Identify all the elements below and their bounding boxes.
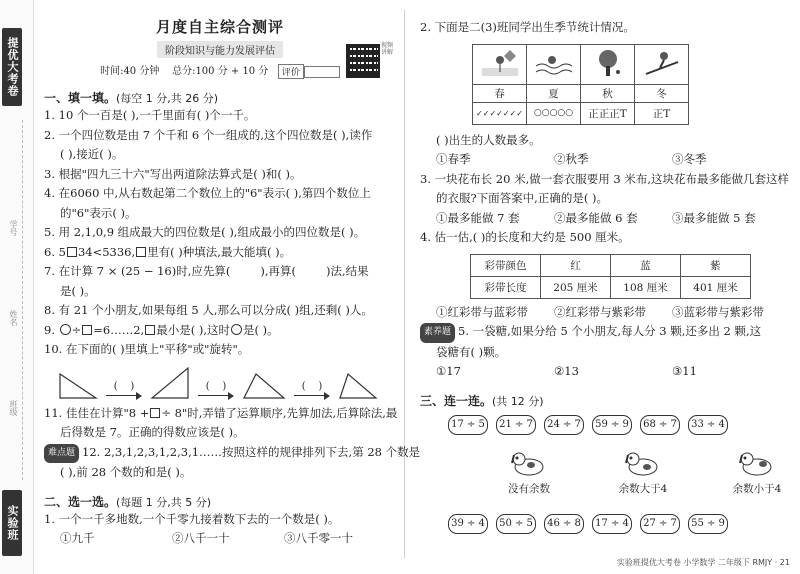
blank-circle-icon	[231, 324, 242, 335]
student-number-field: 学号	[9, 220, 18, 236]
dog-icon	[739, 449, 775, 477]
option-a[interactable]: ①红彩带与蓝彩带	[436, 304, 528, 319]
right-arrow-icon	[294, 392, 330, 400]
question-1-3: 3. 根据"四九三十六"写出两道除法算式是( )和( )。	[44, 166, 302, 181]
option-c[interactable]: ③11	[672, 364, 697, 378]
section-fill-title: 一、填一填。(每空 1 分,共 26 分)	[44, 91, 219, 105]
binding-sidebar	[0, 0, 34, 574]
brand-spine-top: 提优大考卷	[2, 28, 22, 106]
right-column	[420, 10, 790, 570]
question-2-2: 2. 下面是二(3)班同学出生季节统计情况。	[420, 20, 635, 34]
binding-dash-line	[22, 120, 23, 480]
option-b[interactable]: ②红彩带与紫彩带	[554, 304, 646, 319]
question-2-1: 1. 一个一千多地数,一个千零九接着数下去的一个数是( )。	[44, 511, 340, 526]
bone-card[interactable]: 17 ÷ 5	[448, 415, 488, 435]
bone-card[interactable]: 59 ÷ 9	[592, 415, 632, 435]
tally-autumn: 正正正T	[581, 102, 635, 124]
blank-square-icon	[136, 247, 146, 257]
section-choice-title: 二、选一选。(每题 1 分,共 5 分)	[44, 494, 212, 509]
tally-winter: 正T	[635, 102, 689, 124]
triangle-shape-icon	[338, 372, 378, 400]
blank-circle-icon	[60, 324, 71, 335]
bone-card[interactable]: 68 ÷ 7	[640, 415, 680, 435]
exam-meta	[44, 62, 396, 79]
total-score: 总分:100 分 + 10 分	[172, 66, 269, 77]
bone-card[interactable]: 27 ÷ 7	[640, 514, 680, 534]
option-a[interactable]: ①17	[436, 364, 461, 378]
ribbon-header-purple: 紫	[681, 254, 751, 276]
option-b[interactable]: ②秋季	[554, 152, 589, 166]
season-spring: 春	[473, 84, 527, 102]
summer-picture	[527, 44, 581, 84]
bone-card[interactable]: 17 ÷ 4	[592, 514, 632, 534]
question-1-2a: 2. 一个四位数是由 7 个千和 6 个一组成的,这个四位数是( ),读作	[44, 127, 373, 142]
season-summer: 夏	[527, 84, 581, 102]
question-2-3b: 的衣服?下面答案中,正确的是( )。	[436, 191, 608, 205]
ribbon-header-red: 红	[541, 254, 611, 276]
class-field: 班级	[9, 400, 18, 416]
question-1-6: 6. 5 34<5336, 里有( )种填法,最大能填( )。	[44, 244, 292, 259]
blank-square-icon	[150, 408, 160, 418]
bone-card[interactable]: 46 ÷ 8	[544, 514, 584, 534]
blank-square-icon	[145, 325, 155, 335]
page-footer: 实验班提优大考卷 小学数学 二年级下 RMJY · 21	[616, 558, 790, 567]
season-autumn: 秋	[581, 84, 635, 102]
bone-card[interactable]: 21 ÷ 7	[496, 415, 536, 435]
arrow-blank-3: ( )	[290, 381, 334, 400]
ribbon-header-label: 彩带颜色	[471, 254, 541, 276]
ribbon-length-label: 彩带长度	[471, 276, 541, 298]
question-1-4b: 的"6"表示( )。	[60, 205, 137, 220]
question-2-5b: 袋糖有( )颗。	[436, 344, 507, 359]
option-b[interactable]: ②最多能做 6 套	[554, 210, 638, 225]
season-winter: 冬	[635, 84, 689, 102]
dog-icon	[625, 449, 661, 477]
dog-targets	[502, 449, 790, 496]
kite-child-icon	[480, 48, 520, 78]
tally-summer: ○○○○○	[527, 102, 581, 124]
option-b[interactable]: ②八千一十	[172, 531, 230, 545]
triangle-shape-icon	[150, 366, 190, 400]
autumn-picture	[581, 44, 635, 84]
season-tally-table	[472, 44, 689, 125]
question-2-4-options	[420, 303, 790, 323]
ribbon-header-blue: 蓝	[611, 254, 681, 276]
eval-label: 评价	[278, 64, 304, 79]
bone-card[interactable]: 55 ÷ 9	[688, 514, 728, 534]
spring-picture	[473, 44, 527, 84]
dog-label: 余数大于4	[618, 482, 668, 495]
arrow-blank-2: ( )	[194, 381, 238, 400]
tree-icon	[588, 48, 628, 78]
question-1-7a: 7. 在计算 7 × (25 − 16)时,应先算( ),再算( )法,结果	[44, 264, 369, 278]
question-2-3-options	[420, 209, 790, 229]
bone-card[interactable]: 33 ÷ 4	[688, 415, 728, 435]
dog-label: 没有余数	[508, 482, 550, 495]
bone-card[interactable]: 24 ÷ 7	[544, 415, 584, 435]
triangle-shape-icon	[242, 372, 286, 400]
question-2-3a: 3. 一块花布长 20 米,做一套衣服要用 3 米布,这块花布最多能做几套这样	[420, 171, 790, 186]
skiing-icon	[642, 48, 682, 78]
question-2-2-options	[420, 150, 790, 170]
page-title: 月度自主综合测评	[155, 18, 284, 36]
question-2-5a: 素养题 5. 一袋糖,如果分给 5 个小朋友,每人分 3 颗,还多出 2 颗,这	[420, 322, 790, 343]
question-1-7b: 是( )。	[60, 283, 96, 298]
winter-picture	[635, 44, 689, 84]
blank-square-icon	[67, 247, 77, 257]
qr-code-icon[interactable]	[346, 44, 380, 78]
right-arrow-icon	[106, 392, 142, 400]
eval-box[interactable]	[304, 66, 340, 78]
page-subtitle: 阶段知识与能力发展评估	[157, 41, 283, 58]
question-1-2b: ( ),接近( )。	[60, 147, 124, 161]
arrow-blank-1: ( )	[102, 381, 146, 400]
question-1-5: 5. 用 2,1,0,9 组成最大的四位数是( ),组成最小的四位数是( )。	[44, 225, 366, 239]
left-column	[44, 10, 421, 570]
literacy-badge: 素养题	[420, 323, 455, 343]
column-divider	[404, 10, 405, 558]
option-b[interactable]: ②13	[554, 364, 579, 378]
bone-card[interactable]: 39 ÷ 4	[448, 514, 488, 534]
triangle-transform-figure	[58, 364, 396, 400]
question-2-4: 4. 估一估,( )的长度和大约是 500 厘米。	[420, 230, 630, 244]
question-2-5-options	[420, 362, 790, 382]
brand-spine-bottom: 实验班	[2, 490, 22, 556]
dog-target-remainder-lt4[interactable]	[730, 449, 784, 496]
question-1-11a: 11. 佳佳在计算"8 + ÷ 8"时,弄错了运算顺序,先算加法,后算除法,最	[44, 405, 398, 420]
top-bone-row	[448, 415, 790, 435]
option-c[interactable]: ③八千零一十	[284, 531, 353, 545]
tally-spring: ✓✓✓✓✓✓✓	[473, 102, 527, 124]
question-1-9: 9. ÷ =6……2, 最小是( ),这时 是( )。	[44, 322, 279, 337]
question-1-4a: 4. 在6060 中,从右数起第二个数位上的"6"表示( ),第四个数位上	[44, 186, 371, 200]
dog-icon	[511, 449, 547, 477]
question-1-12b: ( ),前 28 个数的和是( )。	[60, 465, 192, 479]
question-1-12a: 难点题 12. 2,3,1,2,3,1,2,3,1……按照这样的规律排列下去,第 28 个数是	[44, 443, 396, 464]
option-c[interactable]: ③冬季	[672, 152, 707, 166]
question-1-11b: 后得数是 7。正确的得数应该是( )。	[60, 425, 245, 439]
ribbon-length-table	[470, 254, 751, 299]
triangle-shape-icon	[58, 372, 98, 400]
option-a[interactable]: ①春季	[436, 152, 471, 166]
right-arrow-icon	[198, 392, 234, 400]
bottom-bone-row	[448, 514, 790, 534]
bone-card[interactable]: 50 ÷ 5	[496, 514, 536, 534]
ribbon-length-purple: 401 厘米	[681, 276, 751, 298]
blank-square-icon	[82, 325, 92, 335]
ribbon-length-blue: 108 厘米	[611, 276, 681, 298]
ribbon-length-red: 205 厘米	[541, 276, 611, 298]
option-a[interactable]: ①最多能做 7 套	[436, 210, 520, 225]
question-1-8: 8. 有 21 个小朋友,如果每组 5 人,那么可以分成( )组,还剩( )人。	[44, 303, 373, 317]
question-2-1-options	[44, 529, 396, 549]
option-a[interactable]: ①九千	[60, 531, 95, 545]
swimming-icon	[534, 48, 574, 78]
qr-label: 视频讲解	[381, 42, 394, 56]
option-c[interactable]: ③蓝彩带与紫彩带	[672, 304, 764, 319]
dog-label: 余数小于4	[732, 482, 782, 495]
question-2-2-ask: ( )出生的人数最多。	[436, 132, 541, 147]
dog-target-no-remainder[interactable]	[502, 449, 556, 496]
question-1-10: 10. 在下面的( )里填上"平移"或"旋转"。	[44, 342, 250, 356]
difficulty-badge: 难点题	[44, 444, 79, 464]
dog-target-remainder-gt4[interactable]	[616, 449, 670, 496]
option-c[interactable]: ③最多能做 5 套	[672, 210, 756, 225]
student-name-field: 姓名	[9, 310, 18, 326]
question-1-1: 1. 10 个一百是( ),一千里面有( )个一千。	[44, 108, 256, 122]
time-limit: 时间:40 分钟	[100, 66, 160, 77]
section-match-title: 三、连一连。(共 12 分)	[420, 393, 544, 408]
